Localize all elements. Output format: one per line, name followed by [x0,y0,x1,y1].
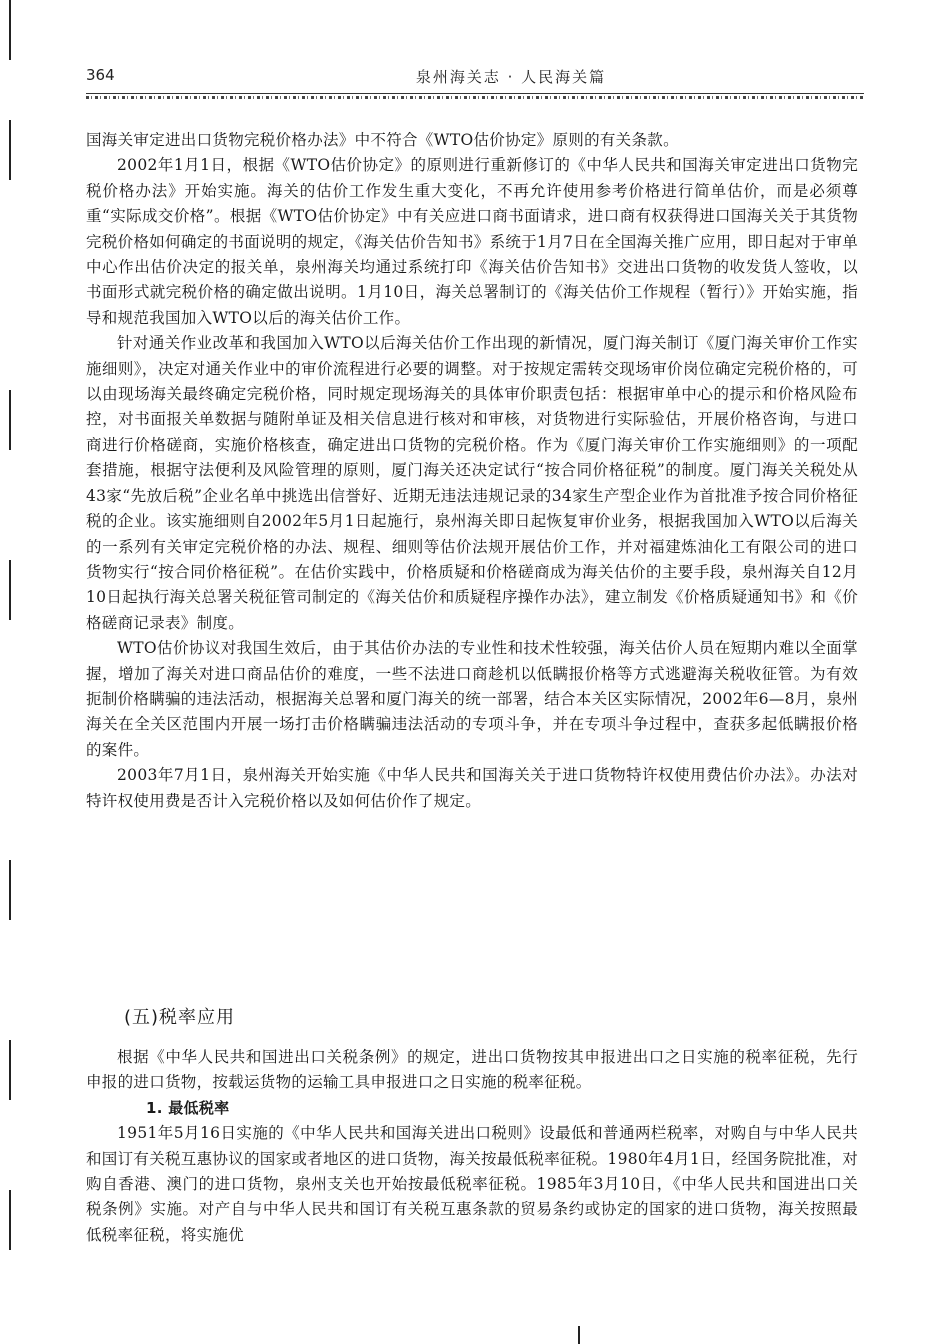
main-text [86,128,858,814]
scan-edge-line [9,560,11,620]
running-title: 泉州海关志 · 人民海关篇 [415,68,607,86]
page-number: 364 [86,66,115,84]
scan-bottom-mark [578,1326,580,1344]
header-decorative-rule [86,93,864,100]
paragraph: 针对通关作业改革和我国加入WTO以后海关估价工作出现的新情况，厦门海关制订《厦门海关审价工作实施细则》，决定对通关作业中的审价流程进行必要的调整。对于按规定需转交现场审价岗位确定完税价格的，可以由现场海关最终确定完税价格，同时规定现场海关的具体审价职责包括：根据审单中心的提示和价格风险布控，对书面报关单数据与随附单证及相关信息进行核对和审核，对货物进行实际验估，开展价格咨询，与进口商进行价格磋商，实施价格核查，确定进出口货物的完税价格。作为《厦门海关审价工作实施细则》的一项配套措施，根据守法便利及风险管理的原则，厦门海关还决定试行“按合同价格征税”的制度。厦门海关关税处从43家“先放后税”企业名单中挑选出信誉好、近期无违法违规记录的34家生产型企业作为首批准予按合同价格征税的企业。该实施细则自2002年5月1日起施行，泉州海关即日起恢复审价业务，根据我国加入WTO以后海关的一系列有关审定完税价格的办法、规程、细则等估价法规开展估价工作，并对福建炼油化工有限公司的进口货物实行“按合同价格征税”。在估价实践中，价格质疑和价格磋商成为海关估价的主要手段，泉州海关自12月10日起执行海关总署关税征管司制定的《海关估价和质疑程序操作办法》，建立制发《价格质疑通知书》和《价格磋商记录表》制度。 [86,334,858,632]
paragraph: 根据《中华人民共和国进出口关税条例》的规定，进出口货物按其申报进出口之日实施的税率征税，先行申报的进口货物，按载运货物的运输工具申报进口之日实施的税率征税。 [86,1048,858,1092]
paragraph: WTO估价协议对我国生效后，由于其估价办法的专业性和技术性较强，海关估价人员在短期内难以全面掌握，增加了海关对进口商品估价的难度，一些不法进口商趁机以低瞒报价格等方式逃避海关税收征管。为有效扼制价格瞒骗的违法活动，根据海关总署和厦门海关的统一部署，结合本关区实际情况，2002年6—8月，泉州海关在全关区范围内开展一场打击价格瞒骗违法活动的专项斗争，并在专项斗争过程中，查获多起低瞒报价格的案件。 [86,639,858,759]
paragraph: 2003年7月1日，泉州海关开始实施《中华人民共和国海关关于进口货物特许权使用费估价办法》。办法对特许权使用费是否计入完税价格以及如何估价作了规定。 [86,766,858,810]
scan-edge-line [9,1040,11,1100]
subheading: 1. 最低税率 [146,1098,230,1117]
paragraph: 国海关审定进出口货物完税价格办法》中不符合《WTO估价协定》原则的有关条款。 [86,131,679,149]
scan-edge-line [9,0,11,60]
paragraph: 1951年5月16日实施的《中华人民共和国海关进出口税则》设最低和普通两栏税率，对购自与中华人民共和国订有关税互惠协议的国家或者地区的进口货物，海关按最低税率征税。1980年4月1日，经国务院批准，对购自香港、澳门的进口货物，泉州支关也开始按最低税率征税。1985年3月10日，《中华人民共和国进出口关税条例》实施。对产自与中华人民共和国订有关税互惠条款的贸易条约或协定的国家的进口货物，海关按照最低税率征税，将实施优 [86,1124,858,1244]
scan-edge-line [9,1190,11,1250]
scan-edge-line [9,120,11,180]
scan-edge-line [9,860,11,920]
section-text [86,1045,858,1248]
page-header [86,66,864,88]
section-heading: (五)税率应用 [124,1007,236,1028]
paragraph: 2002年1月1日，根据《WTO估价协定》的原则进行重新修订的《中华人民共和国海关审定进出口货物完税价格办法》开始实施。海关的估价工作发生重大变化，不再允许使用参考价格进行简单估价，而是必须尊重“实际成交价格”。根据《WTO估价协定》中有关应进口商书面请求，进口商有权获得进口国海关关于其货物完税价格如何确定的书面说明的规定，《海关估价告知书》系统于1月7日在全国海关推广应用，即日起对于审单中心作出估价决定的报关单，泉州海关均通过系统打印《海关估价告知书》交进出口货物的收发货人签收，以书面形式就完税价格的确定做出说明。1月10日，海关总署制订的《海关估价工作规程（暂行）》开始实施，指导和规范我国加入WTO以后的海关估价工作。 [86,156,858,327]
scan-edge-line [9,390,11,450]
